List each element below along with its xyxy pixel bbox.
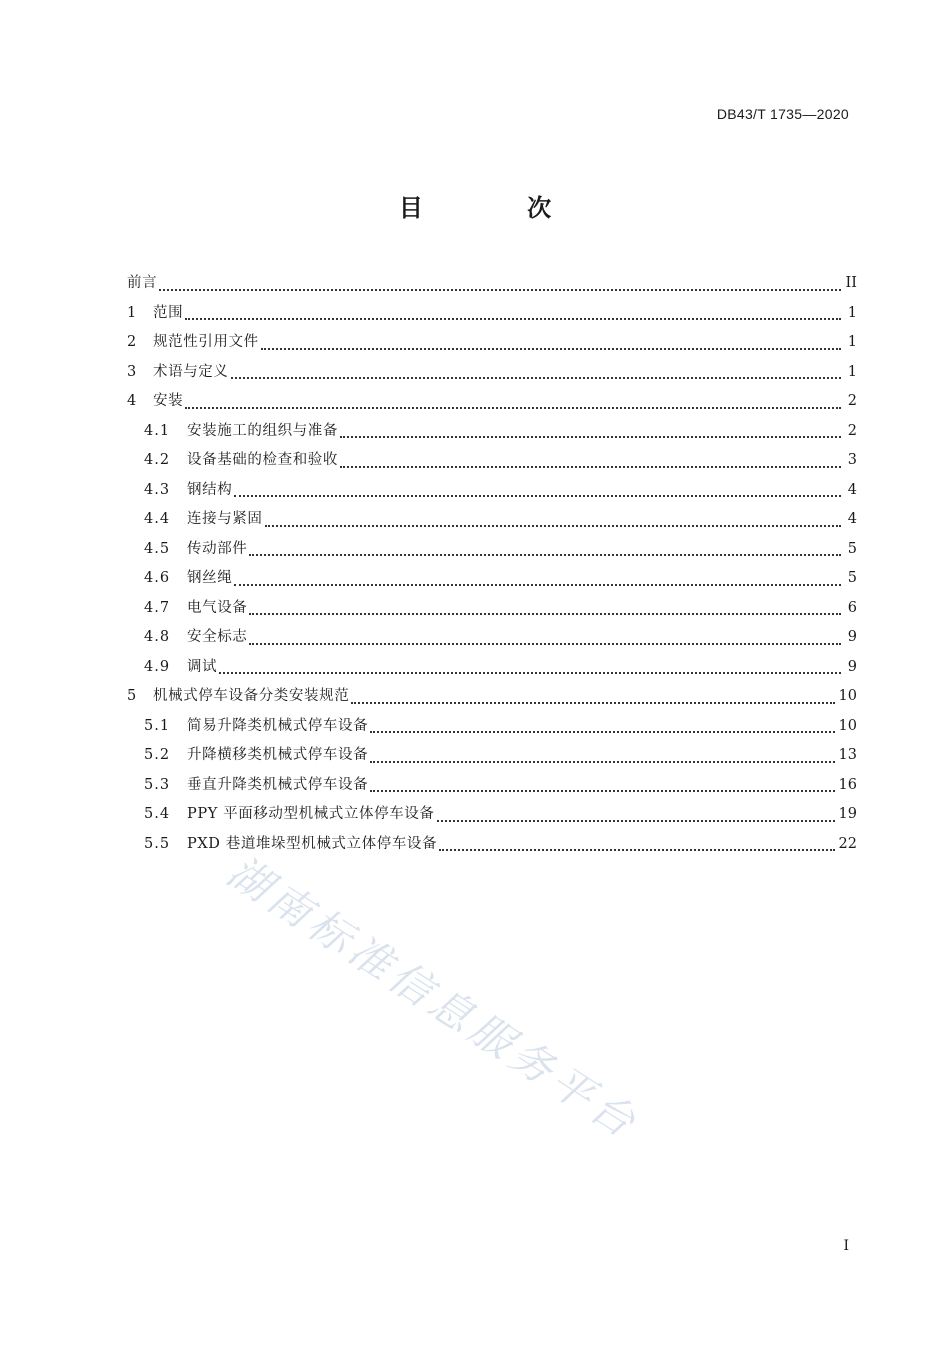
toc-entry[interactable] <box>127 390 857 420</box>
toc-entry[interactable] <box>127 479 857 509</box>
toc-entry-page: 19 <box>838 806 857 822</box>
toc-dot-leader <box>185 318 841 320</box>
toc-entry-page: 1 <box>847 304 857 321</box>
toc-dot-leader <box>249 554 841 556</box>
toc-entry[interactable] <box>127 567 857 597</box>
toc-entry[interactable] <box>127 685 857 715</box>
toc-dot-leader <box>219 672 841 674</box>
toc-dot-leader <box>261 348 841 350</box>
toc-dot-leader <box>370 790 834 792</box>
toc-dot-leader <box>340 436 841 438</box>
toc-entry-page: 10 <box>838 717 857 734</box>
toc-entry-page: 3 <box>847 452 857 468</box>
toc-entry-number: 1 <box>127 304 138 321</box>
table-of-contents <box>127 272 857 862</box>
toc-entry-number: 5.1 <box>144 717 171 734</box>
toc-entry-title: 连接与紧固 <box>187 511 263 527</box>
toc-dot-leader <box>249 613 841 615</box>
toc-entry[interactable] <box>127 302 857 332</box>
toc-entry[interactable] <box>127 272 857 302</box>
toc-entry-page: 5 <box>847 540 857 557</box>
toc-entry[interactable] <box>127 803 857 833</box>
toc-entry-number: 3 <box>127 363 138 380</box>
toc-entry[interactable] <box>127 744 857 774</box>
toc-entry-title: 范围 <box>153 304 184 321</box>
toc-entry-title: 调试 <box>187 658 218 675</box>
toc-dot-leader <box>370 761 834 763</box>
toc-title: 目 次 <box>398 194 600 222</box>
toc-entry-page: 1 <box>847 334 857 350</box>
toc-entry-number: 4.5 <box>144 540 171 557</box>
toc-entry-page: 4 <box>847 511 857 527</box>
toc-entry-page: 9 <box>847 629 857 645</box>
toc-entry-title: 设备基础的检查和验收 <box>187 452 338 468</box>
toc-entry[interactable] <box>127 656 857 686</box>
toc-dot-leader <box>351 702 834 704</box>
toc-entry-title: 前言 <box>127 275 158 291</box>
toc-entry-number: 4.1 <box>144 422 171 439</box>
toc-entry-page: 10 <box>838 688 857 704</box>
toc-entry-number: 4 <box>127 393 138 409</box>
toc-entry-number: 5.3 <box>144 776 171 793</box>
toc-entry-page: 9 <box>847 658 857 675</box>
toc-entry[interactable] <box>127 331 857 361</box>
toc-entry-number: 5 <box>127 688 138 704</box>
toc-entry-title: PXD 巷道堆垛型机械式立体停车设备 <box>187 835 438 852</box>
toc-entry-number: 5.5 <box>144 835 171 852</box>
toc-entry-number: 4.3 <box>144 481 171 498</box>
toc-entry-number: 5.2 <box>144 747 171 763</box>
toc-entry-title: 升降横移类机械式停车设备 <box>187 747 369 763</box>
toc-entry[interactable] <box>127 361 857 391</box>
toc-entry[interactable] <box>127 626 857 656</box>
toc-entry-page: 16 <box>838 776 857 793</box>
watermark: 湖南标准信息服务平台 <box>218 846 649 1150</box>
toc-entry[interactable] <box>127 715 857 745</box>
standard-code: DB43/T 1735—2020 <box>716 106 849 122</box>
toc-entry-title: 机械式停车设备分类安装规范 <box>153 688 350 704</box>
toc-entry-number: 4.8 <box>144 629 171 645</box>
toc-entry-page: 1 <box>847 363 857 380</box>
toc-entry-number: 4.9 <box>144 658 171 675</box>
toc-entry-number: 4.2 <box>144 452 171 468</box>
toc-entry-page: II <box>845 275 857 291</box>
toc-entry-title: 规范性引用文件 <box>153 334 259 350</box>
toc-dot-leader <box>249 643 841 645</box>
toc-dot-leader <box>185 407 841 409</box>
toc-entry-title: 安装施工的组织与准备 <box>187 422 338 439</box>
toc-entry[interactable] <box>127 597 857 627</box>
toc-entry-title: 安全标志 <box>187 629 248 645</box>
toc-entry-title: PPY 平面移动型机械式立体停车设备 <box>187 806 435 822</box>
toc-entry-title: 简易升降类机械式停车设备 <box>187 717 369 734</box>
toc-dot-leader <box>437 820 835 822</box>
toc-entry[interactable] <box>127 774 857 804</box>
toc-dot-leader <box>340 466 841 468</box>
toc-entry-page: 2 <box>847 422 857 439</box>
toc-dot-leader <box>439 849 834 851</box>
toc-entry[interactable] <box>127 420 857 450</box>
toc-entry-title: 传动部件 <box>187 540 248 557</box>
toc-entry[interactable] <box>127 449 857 479</box>
toc-entry-title: 垂直升降类机械式停车设备 <box>187 776 369 793</box>
toc-dot-leader <box>370 731 834 733</box>
toc-entry-page: 2 <box>847 393 857 409</box>
toc-entry-title: 钢结构 <box>187 481 233 498</box>
toc-entry-title: 电气设备 <box>187 599 248 616</box>
toc-dot-leader <box>234 495 841 497</box>
toc-entry-title: 钢丝绳 <box>187 570 233 586</box>
toc-entry-page: 13 <box>838 747 857 763</box>
toc-entry-number: 4.6 <box>144 570 171 586</box>
toc-entry-page: 4 <box>847 481 857 498</box>
toc-entry-title: 术语与定义 <box>153 363 229 380</box>
toc-entry[interactable] <box>127 538 857 568</box>
toc-entry-number: 5.4 <box>144 806 171 822</box>
page-number: I <box>843 1238 849 1254</box>
toc-entry-page: 6 <box>847 599 857 616</box>
toc-dot-leader <box>231 377 842 379</box>
toc-entry-number: 4.4 <box>144 511 171 527</box>
toc-entry[interactable] <box>127 508 857 538</box>
toc-entry-number: 2 <box>127 334 138 350</box>
toc-dot-leader <box>159 289 841 291</box>
toc-entry-page: 5 <box>847 570 857 586</box>
toc-entry-title: 安装 <box>153 393 184 409</box>
toc-dot-leader <box>265 525 842 527</box>
toc-entry-number: 4.7 <box>144 599 171 616</box>
toc-entry[interactable] <box>127 833 857 863</box>
toc-dot-leader <box>234 584 841 586</box>
toc-entry-page: 22 <box>838 835 857 852</box>
